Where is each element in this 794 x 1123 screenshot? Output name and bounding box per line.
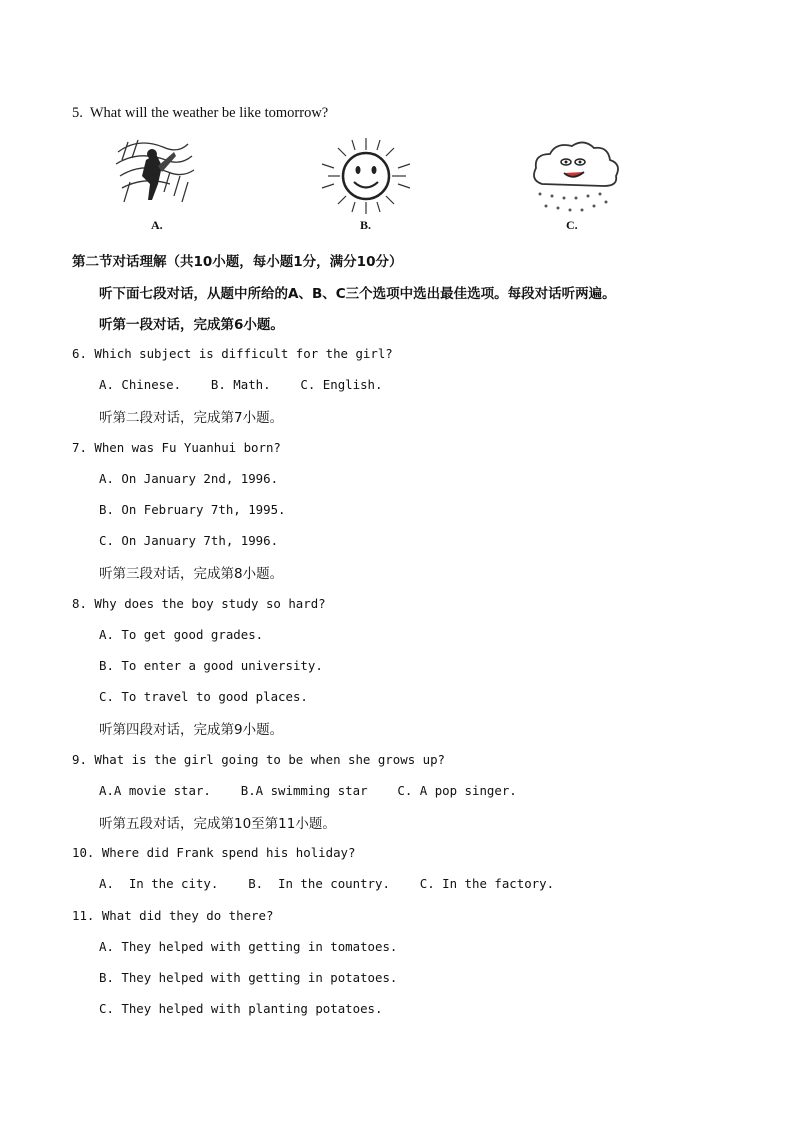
q11-option-a: A. They helped with getting in tomatoes. xyxy=(99,939,398,954)
q5-label-a: A. xyxy=(151,218,163,232)
dialog-5-instruction: 听第五段对话，完成第10至第11小题。 xyxy=(99,816,336,832)
q8-option-c: C. To travel to good places. xyxy=(99,689,308,704)
dialog-3-instruction: 听第三段对话，完成第8小题。 xyxy=(99,566,284,582)
q9-question: 9. What is the girl going to be when she grows up? xyxy=(72,752,445,767)
section-instruction: 听下面七段对话，从题中所给的A、B、C三个选项中选出最佳选项。每段对话听两遍。 xyxy=(99,286,616,302)
q7-question: 7. When was Fu Yuanhui born? xyxy=(72,440,281,455)
q10-options: A. In the city. B. In the country. C. In the factory. xyxy=(99,876,555,891)
q6-options: A. Chinese. B. Math. C. English. xyxy=(99,377,383,392)
q9-options: A.A movie star. B.A swimming star C. A pop singer. xyxy=(99,783,517,798)
q7-option-b: B. On February 7th, 1995. xyxy=(99,502,286,517)
dialog-4-instruction: 听第四段对话，完成第9小题。 xyxy=(99,722,284,738)
section-heading: 第二节对话理解（共10小题，每小题1分，满分10分） xyxy=(72,254,403,270)
q8-question: 8. Why does the boy study so hard? xyxy=(72,596,326,611)
q7-option-c: C. On January 7th, 1996. xyxy=(99,533,279,548)
dialog-1-instruction: 听第一段对话，完成第6小题。 xyxy=(99,317,284,333)
q11-option-c: C. They helped with planting potatoes. xyxy=(99,1001,383,1016)
q8-option-a: A. To get good grades. xyxy=(99,627,264,642)
windy-rain-icon xyxy=(108,132,198,212)
sun-icon xyxy=(318,136,414,216)
q8-option-b: B. To enter a good university. xyxy=(99,658,323,673)
q5-question: 5. What will the weather be like tomorrow? xyxy=(72,105,329,121)
q5-label-c: C. xyxy=(566,218,578,232)
dialog-2-instruction: 听第二段对话，完成第7小题。 xyxy=(99,410,284,426)
q11-option-b: B. They helped with getting in potatoes. xyxy=(99,970,398,985)
q5-label-b: B. xyxy=(360,218,372,232)
q6-question: 6. Which subject is difficult for the girl? xyxy=(72,346,393,361)
q10-question: 10. Where did Frank spend his holiday? xyxy=(72,845,356,860)
q7-option-a: A. On January 2nd, 1996. xyxy=(99,471,279,486)
q11-question: 11. What did they do there? xyxy=(72,908,274,923)
rain-cloud-icon xyxy=(528,140,622,220)
